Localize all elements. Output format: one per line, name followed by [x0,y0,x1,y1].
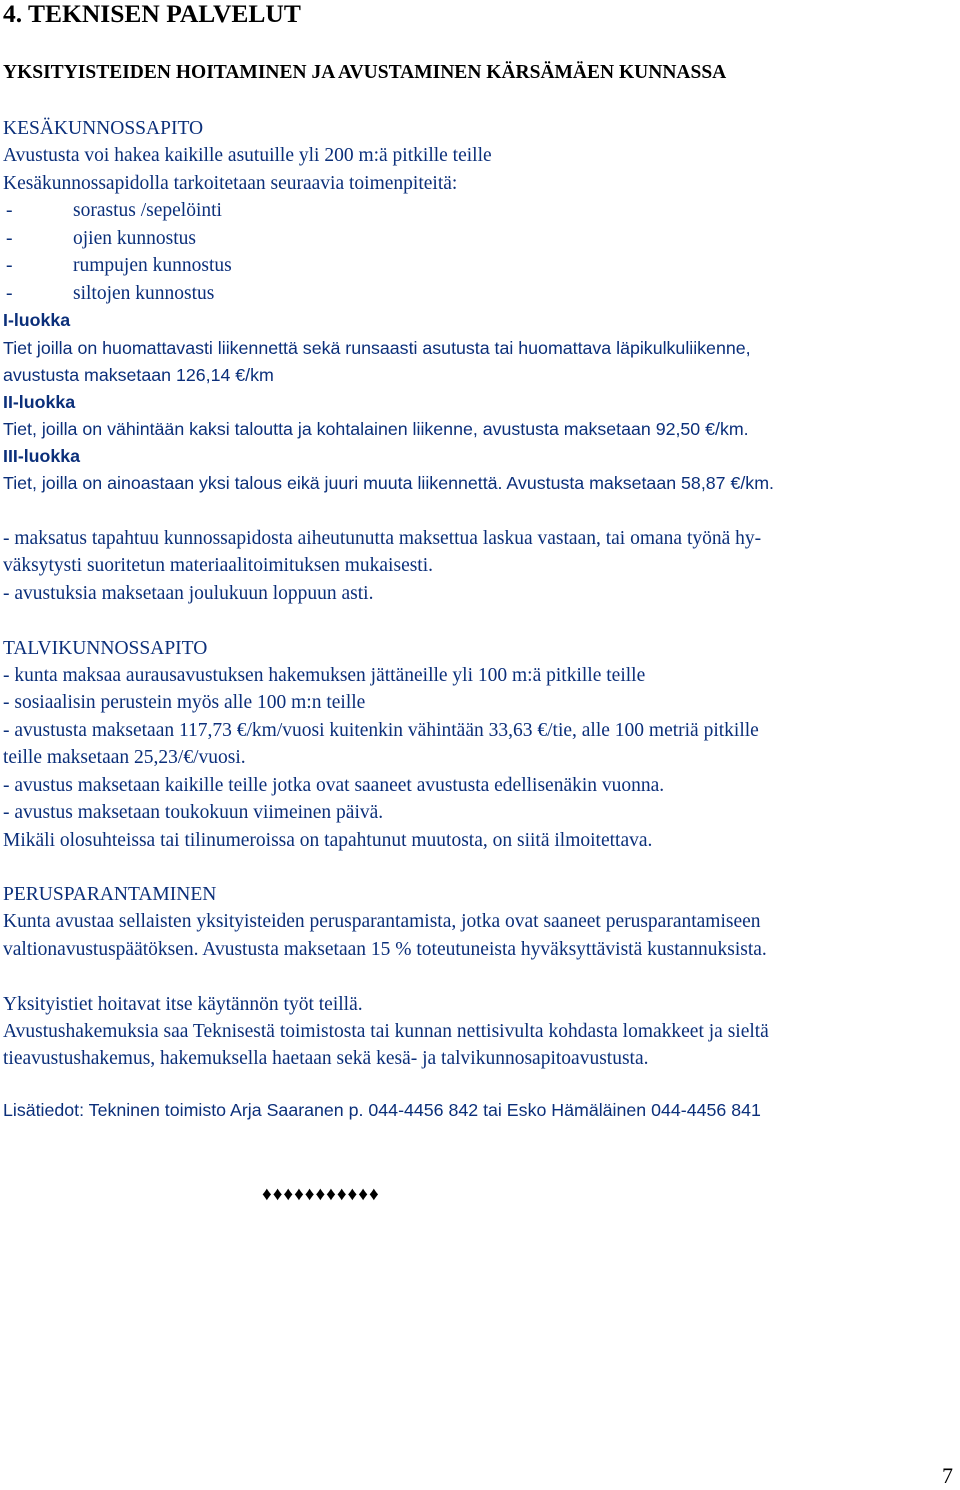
diamond-divider: ♦♦♦♦♦♦♦♦♦♦♦ [262,1184,380,1205]
list-item [0,256,400,278]
section-title: 4. TEKNISEN PALVELUT [3,0,301,28]
list-item-text: ojien kunnostus [73,228,196,249]
payment-line-3: - avustuksia maksetaan joulukuun loppuun asti. [3,583,374,604]
class3-heading: III-luokka [3,446,81,466]
kesa-line-2: Kesäkunnossapidolla tarkoitetaan seuraavia toimenpiteitä: [3,173,458,194]
list-dash: - [6,200,13,221]
class2-line-1: Tiet, joilla on vähintään kaksi taloutta ja kohtalainen liikenne, avustusta maksetaan 92,50 €/km. [3,419,749,439]
talvi-line-2: - sosiaalisin perustein myös alle 100 m:n teille [3,692,366,713]
talvi-line-7: Mikäli olosuhteissa tai tilinumeroissa on tapahtunut muutosta, on siitä ilmoitettava. [3,830,653,851]
page-number: 7 [942,1463,953,1488]
class3-line-1: Tiet, joilla on ainoastaan yksi talous eikä juuri muuta liikennettä. Avustusta maksetaan 58,87 €/km. [3,473,774,493]
class1-line-1: Tiet joilla on huomattavasti liikennettä sekä runsaasti asutusta tai huomattava läpikulkuliikenne, [3,338,751,358]
list-item-text: siltojen kunnostus [73,283,215,304]
talvi-heading: TALVIKUNNOSSAPITO [3,638,208,659]
class1-line-2: avustusta maksetaan 126,14 €/km [3,365,274,385]
perus-heading: PERUSPARANTAMINEN [3,884,217,905]
page-subtitle: YKSITYISTEIDEN HOITAMINEN JA AVUSTAMINEN KÄRSÄMÄEN KUNNASSA [3,62,727,83]
list-item [0,284,400,306]
talvi-line-6: - avustus maksetaan toukokuun viimeinen päivä. [3,802,384,823]
kesa-heading: KESÄKUNNOSSAPITO [3,118,204,139]
kesa-line-1: Avustusta voi hakea kaikille asutuille yli 200 m:ä pitkille teille [3,145,492,166]
list-item [0,229,400,251]
perus-line-5: tieavustushakemus, hakemuksella haetaan sekä kesä- ja talvikunnosapitoavustusta. [3,1048,649,1069]
class1-heading: I-luokka [3,310,71,330]
talvi-line-4: teille maksetaan 25,23/€/vuosi. [3,747,246,768]
talvi-line-5: - avustus maksetaan kaikille teille jotka ovat saaneet avustusta edellisenäkin vuonna. [3,775,665,796]
payment-line-2: väksytysti suoritetun materiaalitoimituksen mukaisesti. [3,555,434,576]
list-item [0,201,400,223]
list-item-text: rumpujen kunnostus [73,255,232,276]
perus-line-2: valtionavustuspäätöksen. Avustusta maksetaan 15 % toteutuneista hyväksyttävistä kustannuksista. [3,939,767,960]
list-dash: - [6,228,13,249]
class2-heading: II-luokka [3,392,76,412]
talvi-line-3: - avustusta maksetaan 117,73 €/km/vuosi kuitenkin vähintään 33,63 €/tie, alle 100 metriä pitkille [3,720,759,741]
list-item-text: sorastus /sepelöinti [73,200,222,221]
contact-info: Lisätiedot: Tekninen toimisto Arja Saaranen p. 044-4456 842 tai Esko Hämäläinen 044-4456 841 [3,1100,761,1120]
perus-line-3: Yksityistiet hoitavat itse käytännön työt teillä. [3,994,363,1015]
talvi-line-1: - kunta maksaa aurausavustuksen hakemuksen jättäneille yli 100 m:ä pitkille teille [3,665,646,686]
perus-line-4: Avustushakemuksia saa Teknisestä toimistosta tai kunnan nettisivulta kohdasta lomakkeet ja sieltä [3,1021,769,1042]
list-dash: - [6,283,13,304]
payment-line-1: - maksatus tapahtuu kunnossapidosta aiheutunutta maksettua laskua vastaan, tai omana työnä hy- [3,528,762,549]
list-dash: - [6,255,13,276]
perus-line-1: Kunta avustaa sellaisten yksityisteiden perusparantamista, jotka ovat saaneet perusparantamiseen [3,911,761,932]
